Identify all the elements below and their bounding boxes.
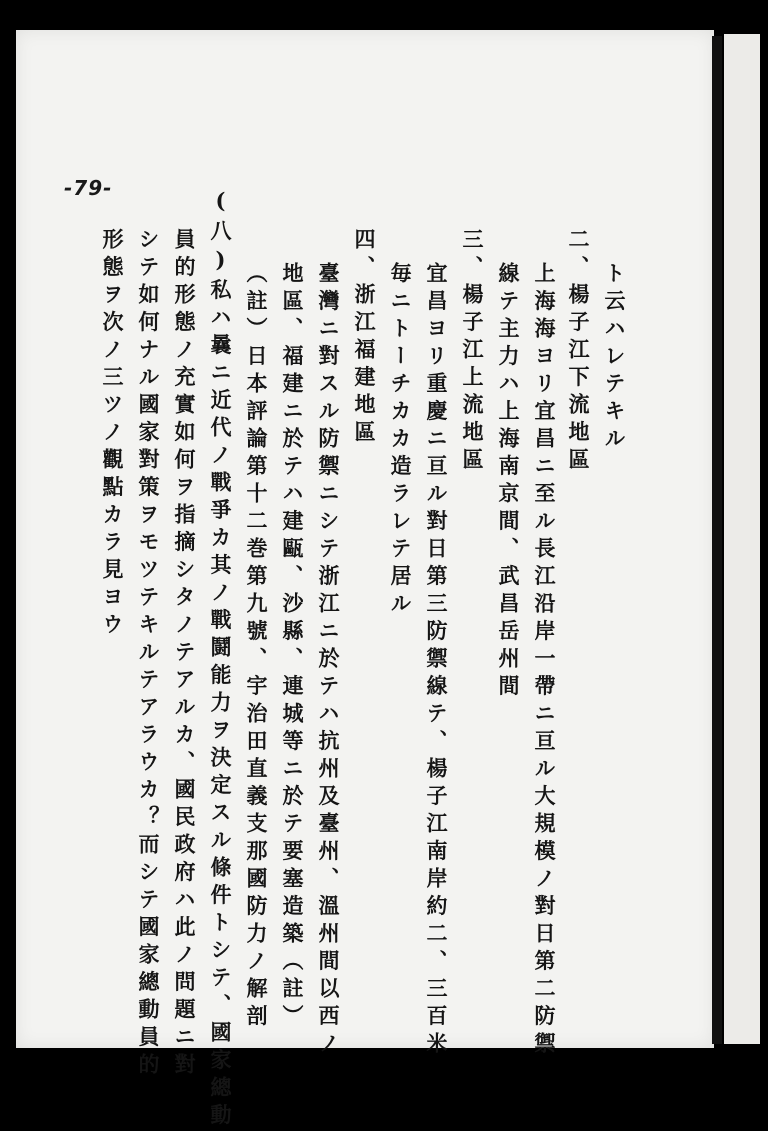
text-column-7: 毎ニトーチカカ造ラレテ居ル — [388, 262, 413, 620]
text-column-1: ト云ハレテキル — [602, 262, 627, 455]
text-column-2: 二、楊子江下流地區 — [566, 228, 591, 476]
text-column-14: シテ如何ナル國家對策ヲモツテキルテアラウカ？而シテ國家總動員的 — [136, 228, 161, 1081]
adjacent-page-strip — [724, 34, 760, 1044]
text-column-9: 臺灣ニ對スル防禦ニシテ浙江ニ於テハ抗州及臺州、溫州間以西ノ — [316, 262, 341, 1060]
page-number: -79- — [64, 176, 113, 200]
text-column-13: 員的形態ノ充實如何ヲ指摘シタノテアルカ、國民政府ハ此ノ問題ニ對 — [172, 228, 197, 1081]
text-column-5: 三、楊子江上流地區 — [460, 228, 485, 476]
page-edge-shadow — [712, 36, 722, 1044]
text-column-6: 宜昌ヨリ重慶ニ亘ル對日第三防禦線テ、楊子江南岸約二、三百米 — [424, 262, 449, 1060]
text-column-10: 地區、福建ニ於テハ建甌、沙縣、連城等ニ於テ要塞造築（註） — [280, 262, 305, 1032]
text-column-12: (八)私ハ曩ニ近代ノ戰爭カ其ノ戰鬪能力ヲ決定スル條件トシテ、國家總動 — [208, 188, 233, 1131]
text-column-15: 形態ヲ次ノ三ツノ觀點カラ見ヨウ — [100, 228, 125, 641]
text-column-3: 上海海ヨリ宜昌ニ至ル長江沿岸一帶ニ亘ル大規模ノ對日第二防禦 — [532, 262, 557, 1060]
text-column-4: 線テ主力ハ上海南京間、武昌岳州間 — [496, 262, 521, 702]
text-column-8: 四、浙江福建地區 — [352, 228, 377, 448]
text-column-11: （註）日本評論第十二巻第九號、宇治田直義支那國防力ノ解剖 — [244, 262, 269, 1032]
